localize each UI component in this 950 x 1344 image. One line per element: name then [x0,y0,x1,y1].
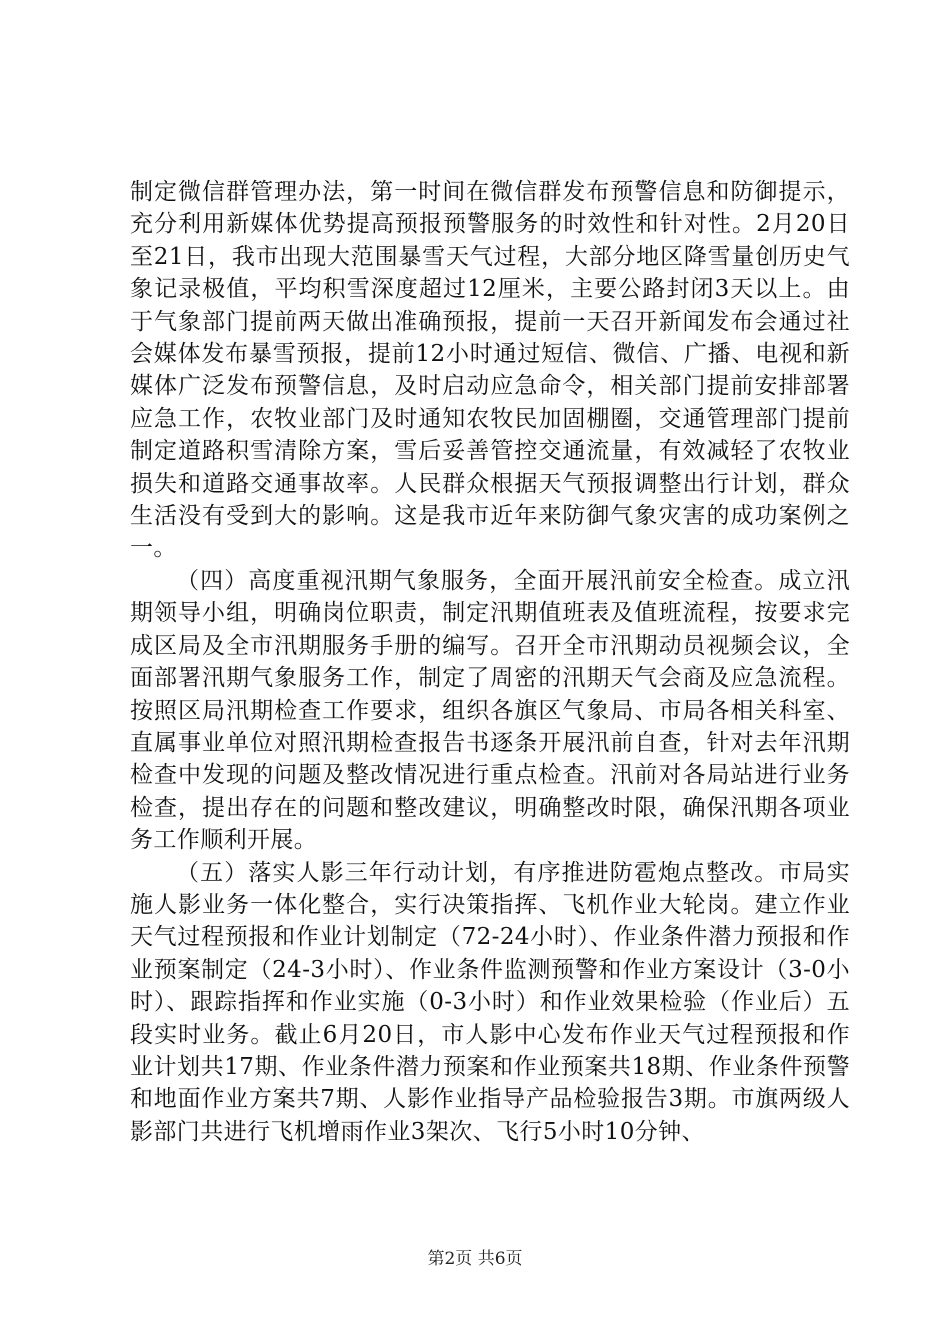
document-body [130,176,850,1148]
text-line: 作业条件潜力预报和作业预案制定（24-3小时）、作业条件监 [130,924,851,983]
text-line: 各旗区气象局、市局各相关科室、直属事业单位对照汛期检查 [130,697,851,756]
paragraph-section-4 [130,565,850,857]
text-line: 整改情况进行重点检查。汛前对各局站进行业务检查，提出存 [130,762,850,821]
text-line: 成立汛期领导小组，明确岗位职责，制定汛期值班表及值班流 [130,567,850,627]
text-line: （五）落实人影三年行动计划，有序推进防雹炮点整改。 [176,859,779,886]
text-line: 雪清除方案，雪后妥善管控交通流量，有效减轻了农牧业损失 [130,438,851,497]
paragraph-section-5 [130,857,850,1149]
text-line: 期、作业条件潜力预案和作业预案共18期、作业条件预警和地 [130,1053,850,1113]
text-line: 和道路交通事故率。人民群众根据天气预报调整出行计划，群 [178,470,827,497]
text-line: 期动员视频会议，全面部署汛期气象服务工作，制定了周密的 [130,632,850,692]
text-line: 功案例之一。 [130,503,850,562]
text-line: 性。2月20日至21日，我市出现大范围暴雪天气过程，大部分 [130,211,851,270]
text-line: 部门及时通知农牧民加固棚圈，交通管理部门提前制定道路积 [130,405,850,465]
text-line: 月20日，市人影中心发布作业天气过程预报和作业计划共17 [130,1021,850,1080]
text-line: 汛期天气会商及应急流程。按照区局汛期检查工作要求，组织 [130,665,850,724]
text-line: 报告书逐条开展汛前自查，针对去年汛期检查中发现的问题及 [130,729,850,789]
text-line: 面作业方案共7期、人影作业指导产品检验报告3期。市旗两 [177,1086,803,1113]
text-line: 众生活没有受到大的影响。这是我市近年来防御气象灾害的成 [130,470,850,530]
text-line: 主要公路封闭3天以上。由于气象部门提前两天做出准确预报， [130,276,850,335]
text-line: 提示，充分利用新媒体优势提高预报预警服务的时效性和针对 [130,179,850,238]
text-line: 提前一天召开新闻发布会通过社会媒体发布暴雪预报，提前12 [130,308,850,368]
text-line: 岗。建立作业天气过程预报和作业计划制定（72-24小时）、 [130,891,850,951]
text-line: 在的问题和整改建议，明确整改时限，确保汛期各项业务工作 [130,794,850,854]
text-line: （四）高度重视汛期气象服务，全面开展汛前安全检查。 [176,567,779,594]
text-line: 地区降雪量创历史气象记录极值，平均积雪深度超过12厘米， [130,243,850,303]
text-line: 测预警和作业方案设计（3-0小时）、跟踪指挥和作业实施 [130,956,850,1016]
paragraph-continued [130,176,850,565]
text-line: （0-3小时）和作业效果检验（作业后）五段实时业务。截止6 [130,989,850,1048]
text-line: 市局实施人影业务一体化整合，实行决策指挥、飞机作业大轮 [130,859,850,918]
text-line: 级人影部门共进行飞机增雨作业3架次、飞行5小时10分钟、 [130,1086,850,1145]
text-line: 及时启动应急命令，相关部门提前安排部署应急工作，农牧业 [130,373,850,432]
page-number-footer: 第2页 共6页 [427,1249,523,1269]
text-line: 制定微信群管理办法，第一时间在微信群发布预警信息和防御 [130,179,779,205]
text-line: 顺利开展。 [200,827,318,854]
text-line: 程，按要求完成区局及全市汛期服务手册的编写。召开全市汛 [130,600,850,659]
text-line: 小时通过短信、微信、广播、电视和新媒体广泛发布预警信息， [130,341,850,400]
